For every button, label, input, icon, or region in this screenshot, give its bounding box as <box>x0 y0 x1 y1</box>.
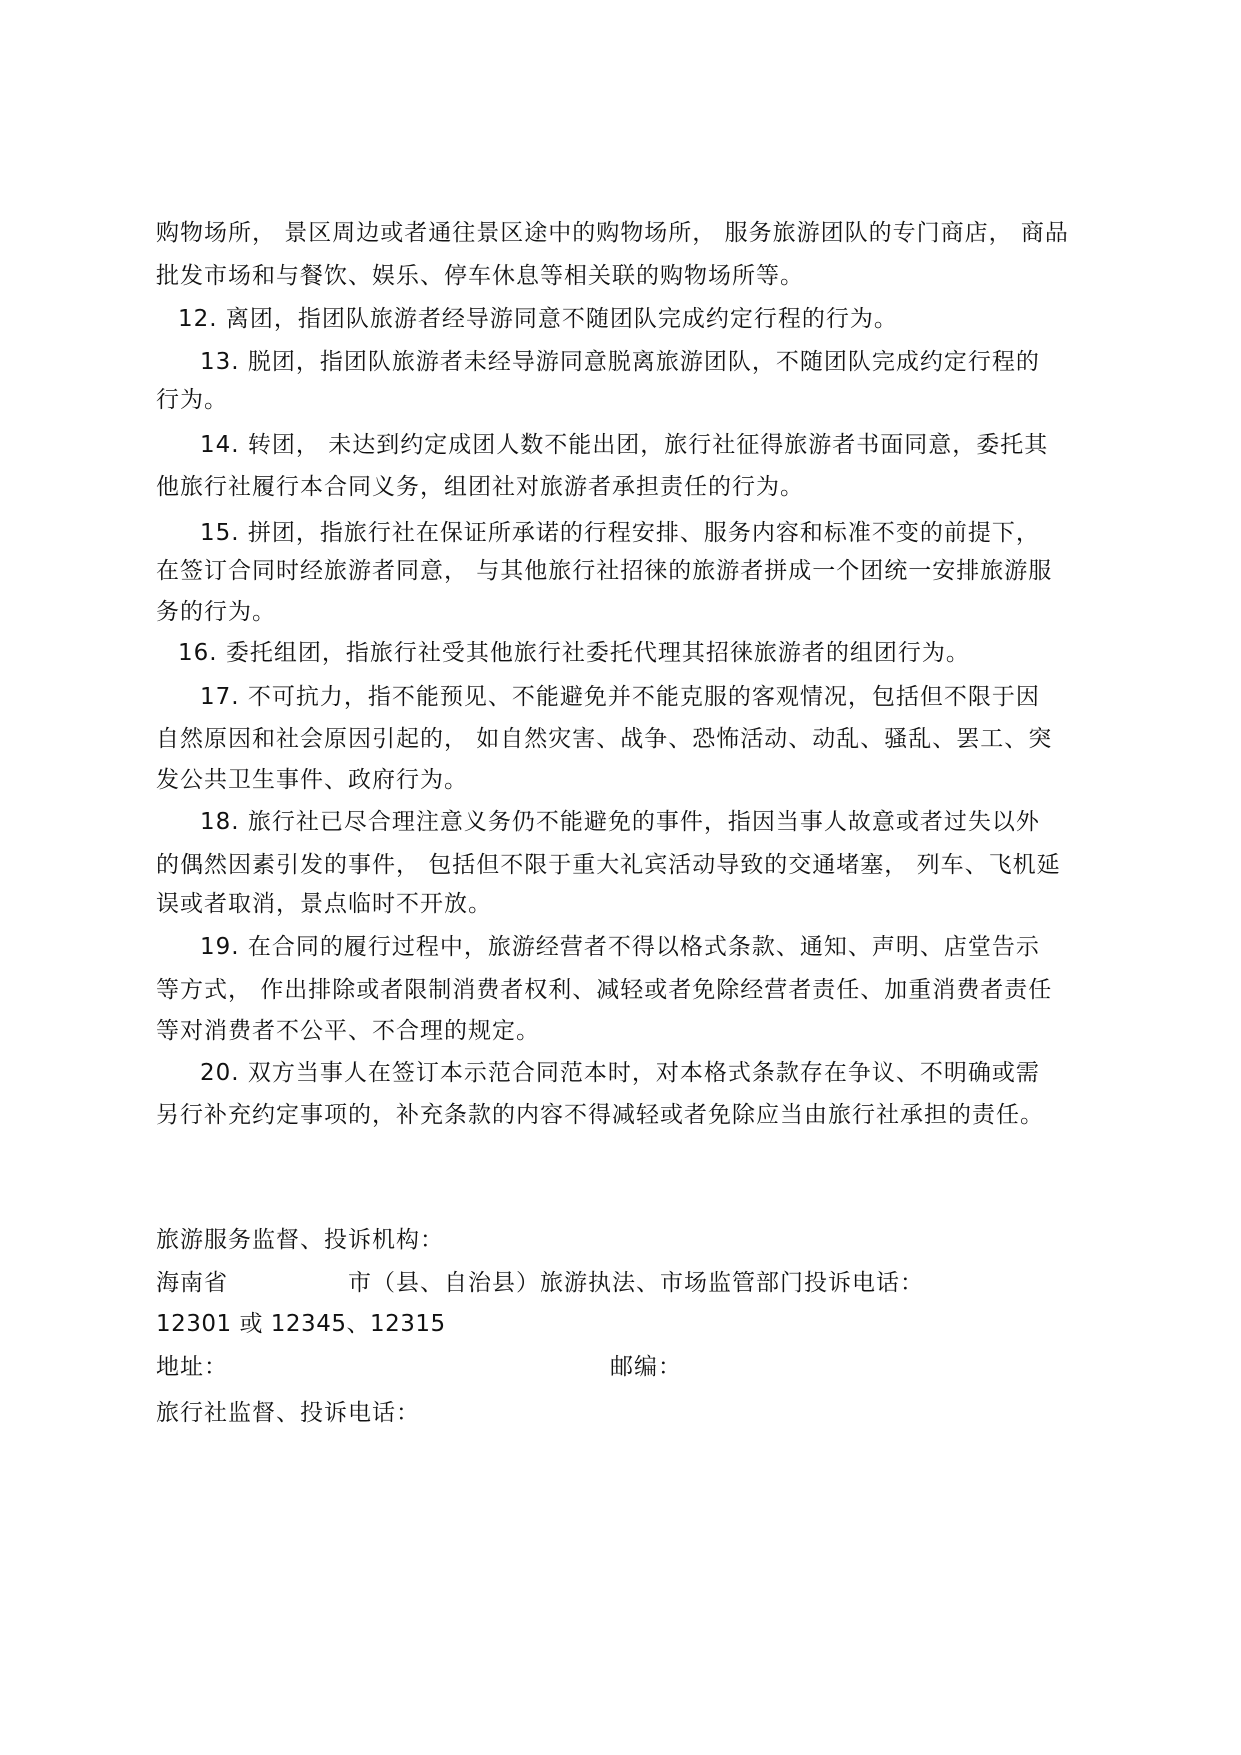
postcode-label: 邮编： <box>610 1354 682 1380</box>
province-label: 海南省 <box>156 1270 228 1296</box>
text-line: 批发市场和与餐饮、娱乐、停车休息等相关联的购物场所等。 <box>156 263 804 289</box>
text-line: 在签订合同时经旅游者同意， 与其他旅行社招徕的旅游者拼成一个团统一安排旅游服 <box>156 558 1053 584</box>
clause-19: 19. 在合同的履行过程中，旅游经营者不得以格式条款、通知、声明、店堂告示 <box>200 934 1040 960</box>
clause-20: 20. 双方当事人在签订本示范合同范本时，对本格式条款存在争议、不明确或需 <box>200 1060 1040 1086</box>
clause-13: 13. 脱团，指团队旅游者未经导游同意脱离旅游团队，不随团队完成约定行程的 <box>200 349 1040 375</box>
text-line: 行为。 <box>156 387 228 413</box>
text-line: 误或者取消，景点临时不开放。 <box>156 891 492 917</box>
supervision-heading: 旅游服务监督、投诉机构： <box>156 1227 444 1253</box>
text-line: 等对消费者不公平、不合理的规定。 <box>156 1018 540 1044</box>
text-line: 购物场所， 景区周边或者通往景区途中的购物场所， 服务旅游团队的专门商店， 商品 <box>156 220 1069 246</box>
city-complaint-line: 市（县、自治县）旅游执法、市场监管部门投诉电话： <box>348 1270 924 1296</box>
clause-14: 14. 转团， 未达到约定成团人数不能出团，旅行社征得旅游者书面同意，委托其 <box>200 432 1049 458</box>
clause-12: 12. 离团，指团队旅游者经导游同意不随团队完成约定行程的行为。 <box>178 306 898 332</box>
text-line: 另行补充约定事项的，补充条款的内容不得减轻或者免除应当由旅行社承担的责任。 <box>156 1102 1044 1128</box>
complaint-phones: 12301 或 12345、12315 <box>156 1311 446 1337</box>
text-line: 等方式， 作出排除或者限制消费者权利、减轻或者免除经营者责任、加重消费者责任 <box>156 977 1053 1003</box>
text-line: 发公共卫生事件、政府行为。 <box>156 767 468 793</box>
clause-18: 18. 旅行社已尽合理注意义务仍不能避免的事件，指因当事人故意或者过失以外 <box>200 809 1040 835</box>
text-line: 自然原因和社会原因引起的， 如自然灾害、战争、恐怖活动、动乱、骚乱、罢工、突 <box>156 726 1053 752</box>
text-line: 的偶然因素引发的事件， 包括但不限于重大礼宾活动导致的交通堵塞， 列车、飞机延 <box>156 852 1061 878</box>
clause-17: 17. 不可抗力，指不能预见、不能避免并不能克服的客观情况，包括但不限于因 <box>200 684 1040 710</box>
clause-15: 15. 拼团，指旅行社在保证所承诺的行程安排、服务内容和标准不变的前提下， <box>200 520 1040 546</box>
address-label: 地址： <box>156 1354 228 1380</box>
text-line: 务的行为。 <box>156 599 276 625</box>
clause-16: 16. 委托组团，指旅行社受其他旅行社委托代理其招徕旅游者的组团行为。 <box>178 640 970 666</box>
agency-phone-label: 旅行社监督、投诉电话： <box>156 1400 420 1426</box>
text-line: 他旅行社履行本合同义务，组团社对旅游者承担责任的行为。 <box>156 474 804 500</box>
